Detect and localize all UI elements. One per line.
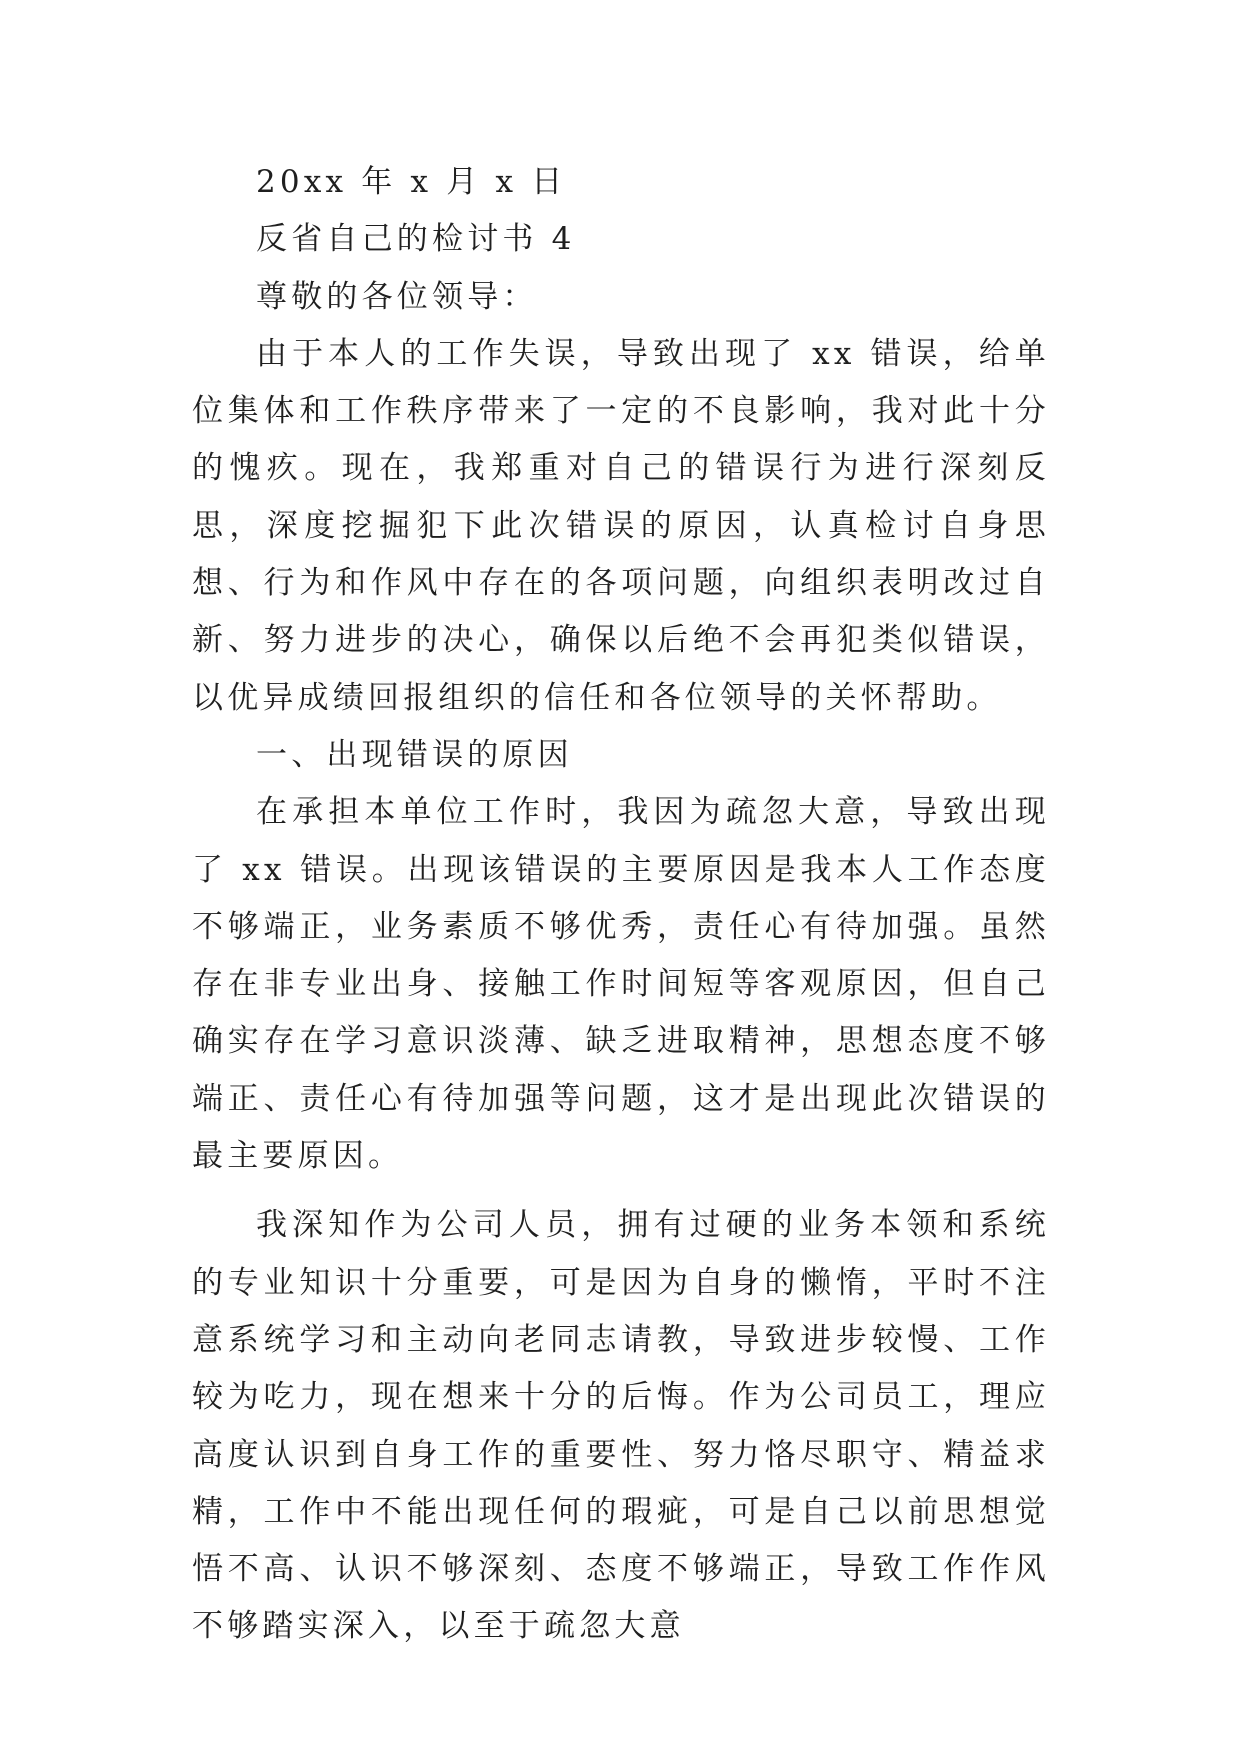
section-heading: 一、出现错误的原因 — [256, 736, 573, 773]
document-title: 反省自己的检讨书 4 — [256, 221, 576, 258]
date-line: 20xx 年 x 月 x 日 — [256, 164, 567, 200]
intro-paragraph: 由于本人的工作失误，导致出现了 xx 错误，给单位集体和工作秩序带来了一定的不良影响，我对此十分的愧疚。现在，我郑重对自己的错误行为进行深刻反思，深度挖掘犯下此次错误的原因，认真检讨自身思想、行为和作风中存在的各项问题，向组织表明改过自新、努力进步的决心，确保以后绝不会再犯类似错误，以优异成绩回报组织的信任和各位领导的关怀帮助。 — [192, 335, 1050, 716]
cause-paragraph: 在承担本单位工作时，我因为疏忽大意，导致出现了 xx 错误。出现该错误的主要原因是我本人工作态度不够端正，业务素质不够优秀，责任心有待加强。虽然存在非专业出身、接触工作时间短等客观原因，但自己确实存在学习意识淡薄、缺乏进取精神，思想态度不够端正、责任心有待加强等问题，这才是出现此次错误的最主要原因。 — [192, 794, 1050, 1175]
document-body — [192, 154, 1050, 1656]
reflection-paragraph: 我深知作为公司人员，拥有过硬的业务本领和系统的专业知识十分重要，可是因为自身的懒惰，平时不注意系统学习和主动向老同志请教，导致进步较慢、工作较为吃力，现在想来十分的后悔。作为公司员工，理应高度认识到自身工作的重要性、努力恪尽职守、精益求精，工作中不能出现任何的瑕疵，可是自己以前思想觉悟不高、认识不够深刻、态度不够端正，导致工作作风不够踏实深入，以至于疏忽大意 — [192, 1207, 1050, 1645]
salutation: 尊敬的各位领导： — [256, 278, 538, 315]
